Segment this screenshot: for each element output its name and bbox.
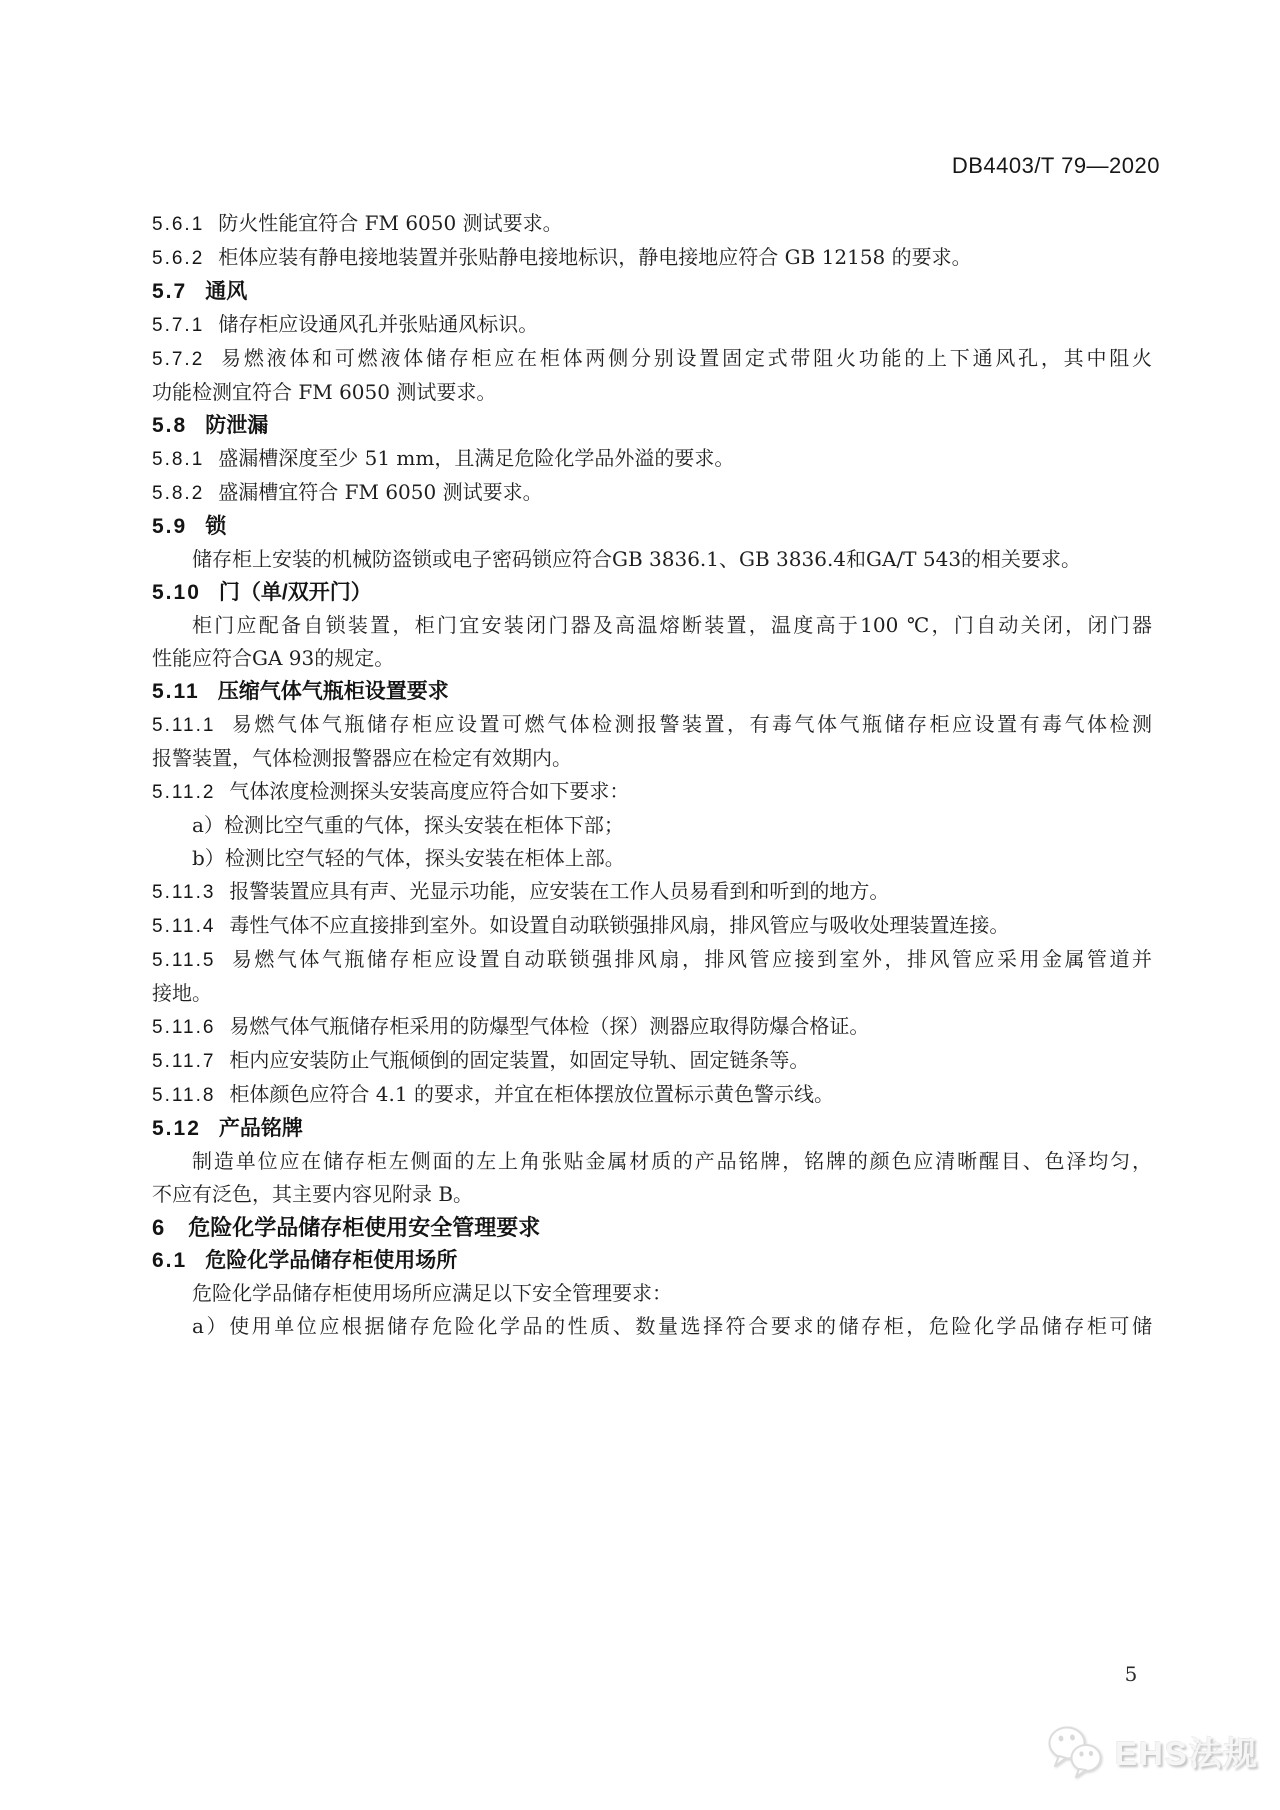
clause-5.6.2 <box>152 241 1152 275</box>
clause-line: 5.11.4 毒性气体不应直接排到室外。如设置自动联锁强排风扇，排风管应与吸收处理装置连接。 <box>152 913 1010 937</box>
heading-number: 5.12 <box>152 1117 201 1140</box>
heading-5.12 <box>152 1112 1152 1145</box>
heading-6 <box>152 1211 1152 1244</box>
clause-line: 5.11.2 气体浓度检测探头安装高度应符合如下要求： <box>152 779 630 803</box>
clause-line: 5.6.2 柜体应装有静电接地装置并张贴静电接地标识，静电接地应符合 GB 12158 的要求。 <box>152 245 972 269</box>
clause-line: 5.11.7 柜内应安装防止气瓶倾倒的固定装置，如固定导轨、固定链条等。 <box>152 1048 810 1072</box>
paragraph-line: 性能应符合GA 93的规定。 <box>152 646 395 670</box>
clause-line: 功能检测宜符合 FM 6050 测试要求。 <box>152 380 497 404</box>
heading-5.10 <box>152 576 1152 609</box>
watermark <box>1046 1724 1259 1778</box>
clause-line: 5.11.3 报警装置应具有声、光显示功能，应安装在工作人员易看到和听到的地方。 <box>152 879 890 903</box>
clause-number: 5.8.1 <box>152 449 205 470</box>
clause-5.7.2 <box>152 342 1152 409</box>
clause-5.6.1 <box>152 207 1152 241</box>
list-item-label: a） <box>192 813 224 837</box>
doc-content <box>152 207 1152 1343</box>
paragraph <box>152 543 1152 576</box>
heading-title: 危险化学品储存柜使用安全管理要求 <box>188 1215 541 1240</box>
heading-6.1 <box>152 1244 1152 1277</box>
heading-5.7 <box>152 275 1152 308</box>
clause-line: 报警装置，气体检测报警器应在检定有效期内。 <box>152 746 572 770</box>
clause-line: 5.11.1 易燃气体气瓶储存柜应设置可燃气体检测报警装置，有毒气体气瓶储存柜应设置有毒气体检测 <box>152 712 1152 736</box>
heading-title: 通风 <box>205 280 248 303</box>
clause-line: 5.11.8 柜体颜色应符合 4.1 的要求，并宜在柜体摆放位置标示黄色警示线。 <box>152 1082 834 1106</box>
clause-line: 5.6.1 防火性能宜符合 FM 6050 测试要求。 <box>152 211 563 235</box>
clause-5.11.7 <box>152 1044 1152 1078</box>
clause-number: 5.11.4 <box>152 916 216 937</box>
watermark-label: EHS法规 <box>1115 1734 1259 1772</box>
paragraph <box>152 1145 1152 1211</box>
heading-title: 产品铭牌 <box>218 1117 303 1140</box>
clause-5.7.1 <box>152 308 1152 342</box>
heading-number: 5.11 <box>152 680 200 703</box>
clause-line: 5.8.2 盛漏槽宜符合 FM 6050 测试要求。 <box>152 480 543 504</box>
clause-line: 5.8.1 盛漏槽深度至少 51 mm，且满足危险化学品外溢的要求。 <box>152 446 735 470</box>
clause-number: 5.11.2 <box>152 782 216 803</box>
list-item-label: a） <box>192 1314 230 1338</box>
heading-number: 5.10 <box>152 581 201 604</box>
clause-line: 5.7.2 易燃液体和可燃液体储存柜应在柜体两侧分别设置固定式带阻火功能的上下通风孔，其中阻火 <box>152 346 1152 370</box>
clause-5.11.4 <box>152 909 1152 943</box>
heading-number: 6 <box>152 1215 167 1240</box>
paragraph <box>152 1277 1152 1310</box>
paragraph <box>152 609 1152 675</box>
clause-5.11.5 <box>152 943 1152 1010</box>
clause-5.11.8 <box>152 1078 1152 1112</box>
clause-number: 5.11.8 <box>152 1085 216 1106</box>
clause-5.11.3 <box>152 875 1152 909</box>
heading-number: 5.9 <box>152 515 188 538</box>
clause-line: 5.11.5 易燃气体气瓶储存柜应设置自动联锁强排风扇，排风管应接到室外，排风管应采用金属管道并 <box>152 947 1152 971</box>
clause-line: 接地。 <box>152 981 212 1005</box>
doc-code: DB4403/T 79—2020 <box>951 153 1160 178</box>
paragraph-line: 危险化学品储存柜使用场所应满足以下安全管理要求： <box>192 1281 672 1305</box>
heading-title: 危险化学品储存柜使用场所 <box>205 1249 458 1272</box>
heading-5.11 <box>152 675 1152 708</box>
clause-number: 5.11.6 <box>152 1017 216 1038</box>
clause-number: 5.11.7 <box>152 1051 216 1072</box>
clause-5.11.2 <box>152 775 1152 809</box>
list-item-a: a）使用单位应根据储存危险化学品的性质、数量选择符合要求的储存柜，危险化学品储存柜可储 <box>192 1314 1152 1338</box>
clause-line: 5.11.6 易燃气体气瓶储存柜采用的防爆型气体检（探）测器应取得防爆合格证。 <box>152 1014 870 1038</box>
heading-title: 锁 <box>205 515 227 538</box>
heading-number: 6.1 <box>152 1249 188 1272</box>
clause-line: 5.7.1 储存柜应设通风孔并张贴通风标识。 <box>152 312 539 336</box>
heading-title: 压缩气体气瓶柜设置要求 <box>217 680 449 703</box>
paragraph-line: 不应有泛色，其主要内容见附录 B。 <box>152 1182 474 1206</box>
paragraph-line: 储存柜上安装的机械防盗锁或电子密码锁应符合GB 3836.1、GB 3836.4和GA/T 543的相关要求。 <box>192 547 1082 571</box>
wechat-logo-icon <box>1046 1724 1106 1778</box>
clause-number: 5.6.2 <box>152 248 205 269</box>
list-item-label: b） <box>192 846 225 870</box>
clause-5.8.2 <box>152 476 1152 510</box>
clause-5.11.1 <box>152 708 1152 775</box>
paragraph-line: 柜门应配备自锁装置，柜门宜安装闭门器及高温熔断装置，温度高于100 ℃，门自动关闭，闭门器 <box>192 613 1152 637</box>
heading-number: 5.7 <box>152 280 188 303</box>
clause-number: 5.11.5 <box>152 950 216 971</box>
clause-5.8.1 <box>152 442 1152 476</box>
page-number: 5 <box>1124 1662 1138 1686</box>
heading-5.8 <box>152 409 1152 442</box>
heading-title: 防泄漏 <box>205 414 269 437</box>
clause-number: 5.11.1 <box>152 715 216 736</box>
list-item-a: a）检测比空气重的气体，探头安装在柜体下部； <box>192 813 624 837</box>
heading-title: 门（单/双开门） <box>218 581 372 604</box>
clause-number: 5.11.3 <box>152 882 216 903</box>
list-item-b: b）检测比空气轻的气体，探头安装在柜体上部。 <box>192 846 625 870</box>
paragraph-line: 制造单位应在储存柜左侧面的左上角张贴金属材质的产品铭牌，铭牌的颜色应清晰醒目、色泽均匀， <box>192 1149 1152 1173</box>
clause-number: 5.7.1 <box>152 315 205 336</box>
clause-number: 5.8.2 <box>152 483 205 504</box>
heading-number: 5.8 <box>152 414 188 437</box>
clause-number: 5.7.2 <box>152 349 205 370</box>
heading-5.9 <box>152 510 1152 543</box>
clause-number: 5.6.1 <box>152 214 205 235</box>
clause-5.11.6 <box>152 1010 1152 1044</box>
